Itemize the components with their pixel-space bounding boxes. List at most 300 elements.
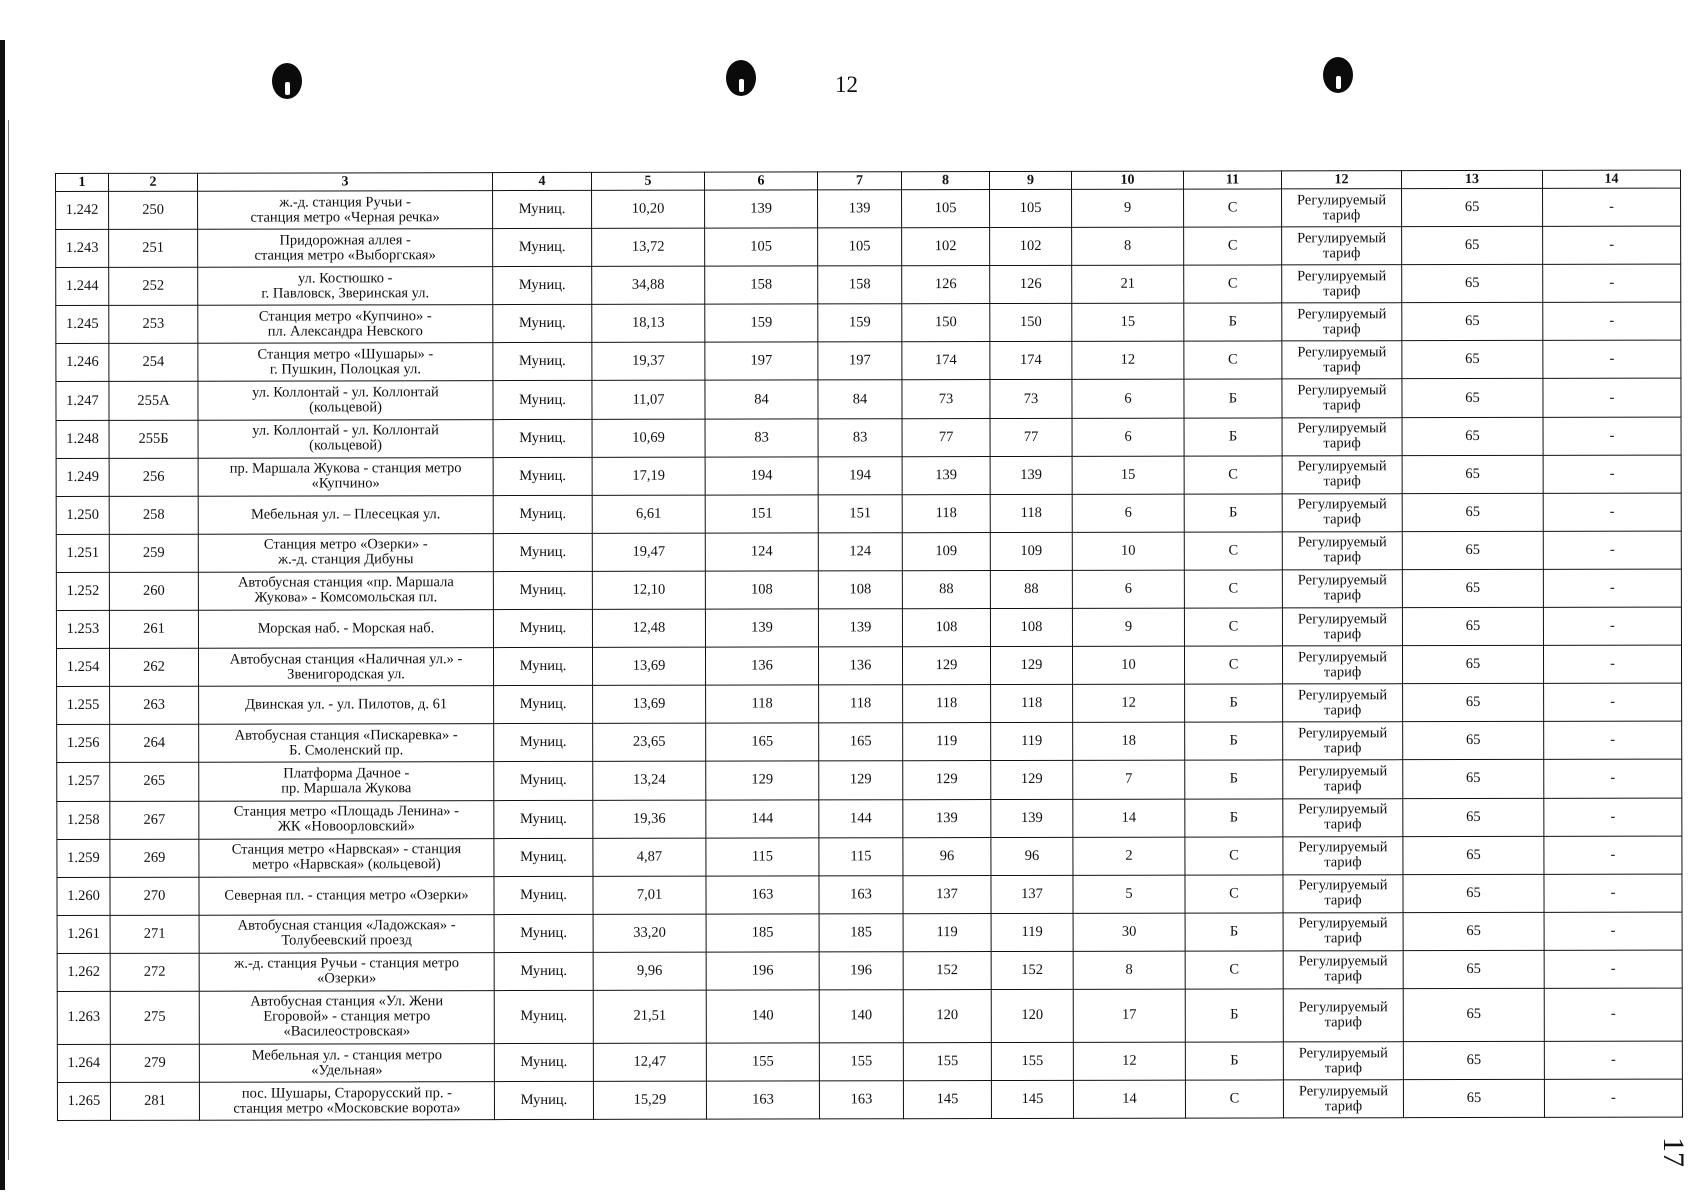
carrier-type: Муниц. bbox=[494, 876, 593, 914]
table-row bbox=[57, 721, 1682, 762]
value-col9: 174 bbox=[990, 342, 1072, 380]
value-col10: 7 bbox=[1073, 761, 1185, 799]
notes: - bbox=[1543, 493, 1681, 531]
value-col8: 118 bbox=[902, 494, 990, 532]
notes: - bbox=[1544, 912, 1682, 950]
table-row bbox=[57, 1079, 1682, 1120]
notes: - bbox=[1543, 569, 1681, 607]
route-length: 19,37 bbox=[592, 343, 705, 381]
value-col9: 77 bbox=[990, 418, 1072, 456]
route-name: Автобусная станция «Наличная ул.» - Звенигородская ул. bbox=[198, 648, 493, 687]
route-number: 271 bbox=[110, 915, 199, 953]
value-col6: 158 bbox=[705, 266, 818, 304]
row-number: 1.262 bbox=[57, 953, 110, 991]
value-col8: 126 bbox=[902, 266, 990, 304]
tariff-type: Регулируемый тариф bbox=[1282, 646, 1402, 684]
side-page-mark: 17 bbox=[1657, 1137, 1690, 1167]
value-col7: 115 bbox=[819, 837, 903, 875]
fare-value: 65 bbox=[1402, 646, 1543, 684]
row-number: 1.255 bbox=[57, 687, 110, 725]
value-col8: 102 bbox=[902, 228, 990, 266]
punch-hole-center bbox=[726, 60, 756, 96]
fare-value: 65 bbox=[1403, 684, 1544, 722]
value-col6: 139 bbox=[705, 609, 818, 647]
row-number: 1.265 bbox=[57, 1082, 110, 1120]
row-number: 1.260 bbox=[57, 877, 110, 915]
fare-value: 65 bbox=[1402, 417, 1543, 455]
row-number: 1.257 bbox=[57, 763, 110, 801]
route-number: 281 bbox=[110, 1082, 199, 1120]
vehicle-class: С bbox=[1184, 608, 1282, 646]
value-col8: 139 bbox=[903, 799, 991, 837]
route-length: 17,19 bbox=[592, 457, 705, 495]
value-col7: 105 bbox=[818, 228, 902, 266]
route-name: Станция метро «Нарвская» - станция метро «Нарвская» (кольцевой) bbox=[199, 838, 494, 877]
row-number: 1.253 bbox=[56, 610, 109, 648]
route-length: 33,20 bbox=[593, 914, 706, 952]
fare-value: 65 bbox=[1403, 1079, 1544, 1117]
value-col6: 197 bbox=[705, 342, 818, 380]
route-number: 261 bbox=[109, 610, 198, 648]
route-number: 269 bbox=[110, 839, 199, 877]
value-col10: 12 bbox=[1073, 684, 1185, 722]
column-header-2: 2 bbox=[109, 173, 198, 191]
carrier-type: Муниц. bbox=[493, 343, 592, 381]
vehicle-class: Б bbox=[1185, 722, 1283, 760]
value-col8: 139 bbox=[902, 456, 990, 494]
vehicle-class: Б bbox=[1185, 913, 1283, 951]
notes: - bbox=[1544, 950, 1682, 988]
column-header-9: 9 bbox=[989, 171, 1071, 189]
tariff-type: Регулируемый тариф bbox=[1282, 532, 1402, 570]
table-row bbox=[56, 531, 1681, 572]
column-header-5: 5 bbox=[591, 172, 704, 190]
value-col8: 109 bbox=[902, 532, 990, 570]
vehicle-class: Б bbox=[1185, 989, 1283, 1042]
value-col7: 163 bbox=[819, 1081, 903, 1119]
route-number: 263 bbox=[110, 686, 199, 724]
value-col8: 150 bbox=[902, 304, 990, 342]
table-row bbox=[56, 455, 1681, 496]
page-number: 12 bbox=[835, 72, 858, 97]
table-row bbox=[57, 950, 1682, 991]
route-number: 279 bbox=[110, 1044, 199, 1082]
value-col6: 83 bbox=[705, 418, 818, 456]
route-number: 265 bbox=[110, 763, 199, 801]
route-name: пос. Шушары, Старорусский пр. - станция метро «Московские ворота» bbox=[199, 1082, 494, 1121]
row-number: 1.248 bbox=[56, 420, 109, 458]
value-col8: 88 bbox=[902, 570, 990, 608]
notes: - bbox=[1543, 264, 1681, 302]
fare-value: 65 bbox=[1402, 531, 1543, 569]
route-number: 264 bbox=[110, 725, 199, 763]
value-col10: 6 bbox=[1072, 494, 1184, 532]
route-name: Северная пл. - станция метро «Озерки» bbox=[199, 876, 494, 915]
value-col10: 15 bbox=[1072, 303, 1184, 341]
vehicle-class: С bbox=[1184, 456, 1282, 494]
route-length: 11,07 bbox=[592, 381, 705, 419]
route-length: 9,96 bbox=[593, 952, 706, 990]
column-header-4: 4 bbox=[493, 172, 592, 190]
value-col7: 108 bbox=[818, 571, 902, 609]
route-number: 272 bbox=[110, 953, 199, 991]
value-col6: 136 bbox=[705, 647, 818, 685]
value-col9: 118 bbox=[991, 685, 1073, 723]
notes: - bbox=[1544, 1041, 1682, 1079]
row-number: 1.264 bbox=[57, 1044, 110, 1082]
value-col7: 165 bbox=[819, 723, 903, 761]
scan-edge-line bbox=[8, 120, 9, 1160]
fare-value: 65 bbox=[1402, 265, 1543, 303]
value-col10: 5 bbox=[1073, 875, 1185, 913]
tariff-type: Регулируемый тариф bbox=[1283, 1042, 1403, 1080]
fare-value: 65 bbox=[1403, 874, 1544, 912]
value-col9: 119 bbox=[991, 723, 1073, 761]
notes: - bbox=[1543, 417, 1681, 455]
value-col8: 73 bbox=[902, 380, 990, 418]
value-col9: 139 bbox=[990, 456, 1072, 494]
row-number: 1.263 bbox=[57, 991, 110, 1044]
value-col9: 126 bbox=[990, 266, 1072, 304]
value-col7: 144 bbox=[819, 799, 903, 837]
carrier-type: Муниц. bbox=[493, 457, 592, 495]
fare-value: 65 bbox=[1403, 798, 1544, 836]
route-number: 256 bbox=[109, 458, 198, 496]
carrier-type: Муниц. bbox=[494, 952, 593, 990]
fare-value: 65 bbox=[1402, 607, 1543, 645]
route-name: Автобусная станция «Ул. Жени Егоровой» - станция метро «Василеостровская» bbox=[199, 991, 494, 1045]
column-header-3: 3 bbox=[198, 173, 493, 192]
notes: - bbox=[1543, 379, 1681, 417]
fare-value: 65 bbox=[1402, 569, 1543, 607]
notes: - bbox=[1543, 607, 1681, 645]
route-name: Автобусная станция «Пискаревка» - Б. Смоленский пр. bbox=[199, 724, 494, 763]
carrier-type: Муниц. bbox=[493, 533, 592, 571]
route-name: Станция метро «Шушары» - г. Пушкин, Полоцкая ул. bbox=[198, 343, 493, 382]
route-name: ж.-д. станция Ручьи - станция метро «Озерки» bbox=[199, 952, 494, 991]
vehicle-class: С bbox=[1184, 646, 1282, 684]
route-name: ж.-д. станция Ручьи - станция метро «Черная речка» bbox=[198, 191, 493, 230]
value-col7: 139 bbox=[818, 190, 902, 228]
value-col8: 155 bbox=[903, 1043, 991, 1081]
table-body bbox=[56, 188, 1683, 1121]
route-length: 13,69 bbox=[593, 685, 706, 723]
tariff-type: Регулируемый тариф bbox=[1283, 722, 1403, 760]
route-number: 260 bbox=[109, 572, 198, 610]
tariff-type: Регулируемый тариф bbox=[1283, 836, 1403, 874]
punch-hole-right bbox=[1323, 57, 1353, 93]
value-col6: 163 bbox=[706, 876, 819, 914]
table-row bbox=[56, 379, 1681, 420]
vehicle-class: Б bbox=[1184, 417, 1282, 455]
row-number: 1.246 bbox=[56, 344, 109, 382]
notes: - bbox=[1544, 683, 1682, 721]
fare-value: 65 bbox=[1402, 455, 1543, 493]
routes-table bbox=[55, 170, 1683, 1122]
carrier-type: Муниц. bbox=[493, 305, 592, 343]
vehicle-class: С bbox=[1184, 189, 1282, 227]
value-col7: 136 bbox=[818, 647, 902, 685]
route-length: 12,47 bbox=[593, 1043, 706, 1081]
notes: - bbox=[1543, 455, 1681, 493]
fare-value: 65 bbox=[1403, 722, 1544, 760]
column-header-13: 13 bbox=[1401, 170, 1542, 188]
carrier-type: Муниц. bbox=[493, 190, 592, 228]
vehicle-class: С bbox=[1184, 341, 1282, 379]
route-length: 12,48 bbox=[592, 609, 705, 647]
notes: - bbox=[1543, 302, 1681, 340]
table-row bbox=[57, 683, 1682, 724]
route-number: 275 bbox=[110, 991, 199, 1044]
carrier-type: Муниц. bbox=[493, 381, 592, 419]
value-col10: 14 bbox=[1073, 1080, 1185, 1118]
table-row bbox=[57, 836, 1682, 877]
value-col10: 10 bbox=[1072, 646, 1184, 684]
route-length: 19,36 bbox=[593, 800, 706, 838]
fare-value: 65 bbox=[1402, 493, 1543, 531]
value-col10: 2 bbox=[1073, 837, 1185, 875]
punch-hole-left bbox=[272, 63, 302, 99]
tariff-type: Регулируемый тариф bbox=[1282, 227, 1402, 265]
route-length: 15,29 bbox=[593, 1081, 706, 1119]
column-header-14: 14 bbox=[1542, 170, 1680, 188]
vehicle-class: Б bbox=[1185, 1042, 1283, 1080]
notes: - bbox=[1544, 874, 1682, 912]
value-col10: 21 bbox=[1072, 265, 1184, 303]
tariff-type: Регулируемый тариф bbox=[1282, 189, 1402, 227]
value-col8: 129 bbox=[902, 647, 990, 685]
row-number: 1.258 bbox=[57, 801, 110, 839]
value-col7: 140 bbox=[819, 990, 903, 1043]
vehicle-class: С bbox=[1184, 227, 1282, 265]
value-col6: 144 bbox=[706, 799, 819, 837]
vehicle-class: С bbox=[1184, 570, 1282, 608]
fare-value: 65 bbox=[1403, 988, 1544, 1041]
carrier-type: Муниц. bbox=[494, 990, 593, 1043]
table-row bbox=[56, 302, 1681, 343]
fare-value: 65 bbox=[1402, 379, 1543, 417]
column-header-1: 1 bbox=[56, 173, 109, 191]
route-length: 13,72 bbox=[592, 228, 705, 266]
row-number: 1.243 bbox=[56, 229, 109, 267]
route-name: Станция метро «Озерки» - ж.-д. станция Дибуны bbox=[198, 533, 493, 572]
tariff-type: Регулируемый тариф bbox=[1283, 1080, 1403, 1118]
row-number: 1.254 bbox=[56, 649, 109, 687]
fare-value: 65 bbox=[1402, 341, 1543, 379]
route-name: Платформа Дачное - пр. Маршала Жукова bbox=[199, 762, 494, 801]
row-number: 1.259 bbox=[57, 839, 110, 877]
vehicle-class: С bbox=[1184, 265, 1282, 303]
value-col6: 165 bbox=[706, 723, 819, 761]
route-number: 254 bbox=[109, 344, 198, 382]
value-col6: 151 bbox=[705, 495, 818, 533]
value-col10: 17 bbox=[1073, 989, 1185, 1042]
route-length: 6,61 bbox=[592, 495, 705, 533]
value-col10: 14 bbox=[1073, 799, 1185, 837]
value-col8: 174 bbox=[902, 342, 990, 380]
value-col9: 120 bbox=[991, 989, 1073, 1042]
table-row bbox=[56, 569, 1681, 610]
value-col7: 163 bbox=[819, 875, 903, 913]
notes: - bbox=[1544, 760, 1682, 798]
column-header-10: 10 bbox=[1071, 171, 1183, 189]
row-number: 1.261 bbox=[57, 915, 110, 953]
vehicle-class: Б bbox=[1185, 684, 1283, 722]
value-col7: 155 bbox=[819, 1043, 903, 1081]
vehicle-class: Б bbox=[1184, 303, 1282, 341]
carrier-type: Муниц. bbox=[493, 495, 592, 533]
value-col7: 159 bbox=[818, 304, 902, 342]
tariff-type: Регулируемый тариф bbox=[1282, 341, 1402, 379]
route-number: 267 bbox=[110, 801, 199, 839]
fare-value: 65 bbox=[1403, 950, 1544, 988]
value-col9: 145 bbox=[991, 1080, 1073, 1118]
carrier-type: Муниц. bbox=[493, 419, 592, 457]
notes: - bbox=[1544, 836, 1682, 874]
value-col10: 9 bbox=[1072, 608, 1184, 646]
tariff-type: Регулируемый тариф bbox=[1282, 265, 1402, 303]
table-row bbox=[56, 607, 1681, 648]
tariff-type: Регулируемый тариф bbox=[1283, 989, 1403, 1042]
value-col10: 8 bbox=[1073, 951, 1185, 989]
value-col9: 155 bbox=[991, 1042, 1073, 1080]
value-col6: 124 bbox=[705, 533, 818, 571]
route-number: 255Б bbox=[109, 420, 198, 458]
route-number: 270 bbox=[110, 877, 199, 915]
tariff-type: Регулируемый тариф bbox=[1283, 684, 1403, 722]
route-name: ул. Костюшко - г. Павловск, Зверинская ул. bbox=[198, 267, 493, 306]
value-col10: 10 bbox=[1072, 532, 1184, 570]
table-row bbox=[56, 493, 1681, 534]
value-col9: 118 bbox=[990, 494, 1072, 532]
value-col9: 88 bbox=[990, 570, 1072, 608]
value-col7: 151 bbox=[818, 494, 902, 532]
carrier-type: Муниц. bbox=[493, 267, 592, 305]
value-col10: 12 bbox=[1072, 342, 1184, 380]
value-col6: 140 bbox=[706, 990, 819, 1043]
notes: - bbox=[1544, 988, 1682, 1041]
value-col10: 15 bbox=[1072, 456, 1184, 494]
value-col7: 139 bbox=[818, 609, 902, 647]
row-number: 1.242 bbox=[56, 191, 109, 229]
route-number: 262 bbox=[109, 648, 198, 686]
column-header-8: 8 bbox=[901, 172, 989, 190]
value-col8: 118 bbox=[903, 685, 991, 723]
value-col6: 194 bbox=[705, 457, 818, 495]
value-col7: 83 bbox=[818, 418, 902, 456]
route-length: 13,69 bbox=[592, 647, 705, 685]
value-col9: 73 bbox=[990, 380, 1072, 418]
table-row bbox=[57, 988, 1682, 1044]
table-row bbox=[56, 417, 1681, 458]
row-number: 1.256 bbox=[57, 725, 110, 763]
value-col8: 96 bbox=[903, 837, 991, 875]
vehicle-class: С bbox=[1185, 837, 1283, 875]
route-name: Автобусная станция «Ладожская» - Толубеевский проезд bbox=[199, 914, 494, 953]
value-col6: 159 bbox=[705, 304, 818, 342]
notes: - bbox=[1544, 798, 1682, 836]
value-col7: 124 bbox=[818, 533, 902, 571]
value-col10: 6 bbox=[1072, 380, 1184, 418]
value-col6: 163 bbox=[706, 1081, 819, 1119]
route-length: 7,01 bbox=[593, 876, 706, 914]
carrier-type: Муниц. bbox=[494, 762, 593, 800]
notes: - bbox=[1544, 721, 1682, 759]
carrier-type: Муниц. bbox=[493, 609, 592, 647]
route-length: 21,51 bbox=[593, 990, 706, 1043]
value-col9: 108 bbox=[990, 608, 1072, 646]
notes: - bbox=[1543, 531, 1681, 569]
table-row bbox=[56, 340, 1681, 381]
vehicle-class: С bbox=[1185, 951, 1283, 989]
route-name: Двинская ул. - ул. Пилотов, д. 61 bbox=[199, 686, 494, 725]
tariff-type: Регулируемый тариф bbox=[1282, 608, 1402, 646]
route-name: Автобусная станция «пр. Маршала Жукова» - Комсомольская пл. bbox=[198, 572, 493, 611]
value-col10: 18 bbox=[1073, 722, 1185, 760]
carrier-type: Муниц. bbox=[494, 800, 593, 838]
value-col8: 152 bbox=[903, 951, 991, 989]
value-col8: 105 bbox=[902, 190, 990, 228]
route-length: 18,13 bbox=[592, 304, 705, 342]
value-col9: 129 bbox=[990, 646, 1072, 684]
scan-edge bbox=[0, 40, 5, 1190]
value-col8: 77 bbox=[902, 418, 990, 456]
value-col8: 137 bbox=[903, 875, 991, 913]
notes: - bbox=[1544, 1079, 1682, 1117]
carrier-type: Муниц. bbox=[493, 571, 592, 609]
fare-value: 65 bbox=[1402, 188, 1543, 226]
vehicle-class: С bbox=[1185, 875, 1283, 913]
column-header-11: 11 bbox=[1183, 171, 1281, 189]
value-col6: 105 bbox=[705, 228, 818, 266]
table-row bbox=[57, 874, 1682, 915]
value-col9: 96 bbox=[991, 837, 1073, 875]
route-length: 19,47 bbox=[592, 533, 705, 571]
route-name: Станция метро «Купчино» - пл. Александра Невского bbox=[198, 305, 493, 344]
row-number: 1.252 bbox=[56, 572, 109, 610]
value-col7: 158 bbox=[818, 266, 902, 304]
table-row bbox=[57, 912, 1682, 953]
value-col9: 109 bbox=[990, 532, 1072, 570]
notes: - bbox=[1543, 645, 1681, 683]
tariff-type: Регулируемый тариф bbox=[1283, 912, 1403, 950]
value-col10: 6 bbox=[1072, 570, 1184, 608]
table-row bbox=[57, 760, 1682, 801]
tariff-type: Регулируемый тариф bbox=[1283, 760, 1403, 798]
column-header-7: 7 bbox=[817, 172, 901, 190]
carrier-type: Муниц. bbox=[494, 686, 593, 724]
vehicle-class: Б bbox=[1184, 379, 1282, 417]
fare-value: 65 bbox=[1403, 1041, 1544, 1079]
value-col6: 118 bbox=[706, 685, 819, 723]
route-length: 34,88 bbox=[592, 266, 705, 304]
route-name: пр. Маршала Жукова - станция метро «Купчино» bbox=[198, 457, 493, 496]
route-length: 23,65 bbox=[593, 723, 706, 761]
value-col7: 185 bbox=[819, 914, 903, 952]
carrier-type: Муниц. bbox=[494, 838, 593, 876]
value-col8: 145 bbox=[903, 1081, 991, 1119]
table-row bbox=[57, 798, 1682, 839]
carrier-type: Муниц. bbox=[494, 724, 593, 762]
row-number: 1.247 bbox=[56, 382, 109, 420]
tariff-type: Регулируемый тариф bbox=[1283, 798, 1403, 836]
value-col7: 129 bbox=[819, 761, 903, 799]
column-header-6: 6 bbox=[704, 172, 817, 190]
value-col9: 102 bbox=[990, 227, 1072, 265]
tariff-type: Регулируемый тариф bbox=[1282, 493, 1402, 531]
route-name: ул. Коллонтай - ул. Коллонтай (кольцевой) bbox=[198, 419, 493, 458]
table-row bbox=[57, 1041, 1682, 1082]
